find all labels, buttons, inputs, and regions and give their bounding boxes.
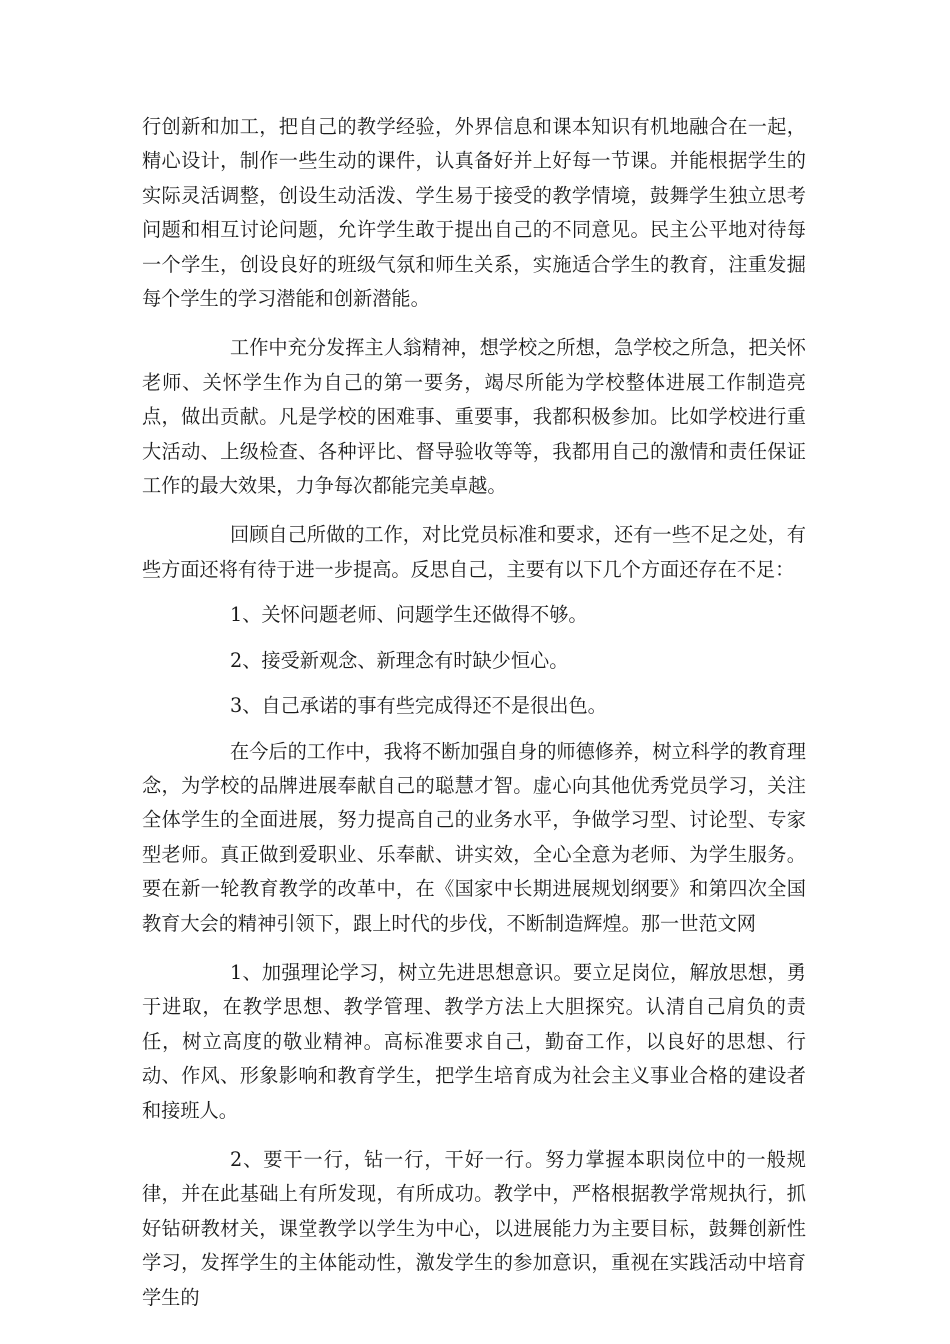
list-item-shortcoming-2: 2、接受新观念、新理念有时缺少恒心。 <box>230 648 569 672</box>
paragraph-job-mastery: 2、要干一行，钻一行，干好一行。努力掌握本职岗位中的一般规律，并在此基础上有所发现，有所成功。教学中，严格根据教学常规执行，抓好钻研教材关，课堂教学以学生为中心，以进展能力为主要目标，鼓舞创新性学习，发挥学生的主体能动性，激发学生的参加意识，重视在实践活动中培育学生的 <box>142 1147 806 1309</box>
list-item-shortcoming-3: 3、自己承诺的事有些完成得还不是很出色。 <box>230 694 607 718</box>
paragraph-review: 回顾自己所做的工作，对比党员标准和要求，还有一些不足之处，有些方面还将有待于进一步提高。反思自己，主要有以下几个方面还存在不足： <box>142 523 806 581</box>
paragraph-theory-study: 1、加强理论学习，树立先进思想意识。要立足岗位，解放思想，勇于进取，在教学思想、教学管理、教学方法上大胆探究。认清自己肩负的责任，树立高度的敬业精神。高标准要求自己，勤奋工作，以良好的思想、行动、作风、形象影响和教育学生，把学生培育成为社会主义事业合格的建设者和接班人。 <box>142 960 806 1122</box>
paragraph-continued-teaching: 行创新和加工，把自己的教学经验，外界信息和课本知识有机地融合在一起，精心设计，制作一些生动的课件，认真备好并上好每一节课。并能根据学生的实际灵活调整，创设生动活泼、学生易于接受的教学情境，鼓舞学生独立思考问题和相互讨论问题，允许学生敢于提出自己的不同意见。民主公平地对待每一个学生，创设良好的班级气氛和师生关系，实施适合学生的教育，注重发掘每个学生的学习潜能和创新潜能。 <box>142 115 806 311</box>
list-item-shortcoming-1: 1、关怀问题老师、问题学生还做得不够。 <box>230 603 588 627</box>
document-body <box>142 110 806 1315</box>
paragraph-future-work: 在今后的工作中，我将不断加强自身的师德修养，树立科学的教育理念，为学校的品牌进展奉献自己的聪慧才智。虚心向其他优秀党员学习，关注全体学生的全面进展，努力提高自己的业务水平，争做学习型、讨论型、专家型老师。真正做到爱职业、乐奉献、讲实效，全心全意为老师、为学生服务。要在新一轮教育教学的改革中，在《国家中长期进展规划纲要》和第四次全国教育大会的精神引领下，跟上时代的步伐，不断制造辉煌。那一世范文网 <box>142 739 806 935</box>
paragraph-work-spirit: 工作中充分发挥主人翁精神，想学校之所想，急学校之所急，把关怀老师、关怀学生作为自己的第一要务，竭尽所能为学校整体进展工作制造亮点，做出贡献。凡是学校的困难事、重要事，我都积极参加。比如学校进行重大活动、上级检查、各种评比、督导验收等等，我都用自己的激情和责任保证工作的最大效果，力争每次都能完美卓越。 <box>142 336 806 498</box>
